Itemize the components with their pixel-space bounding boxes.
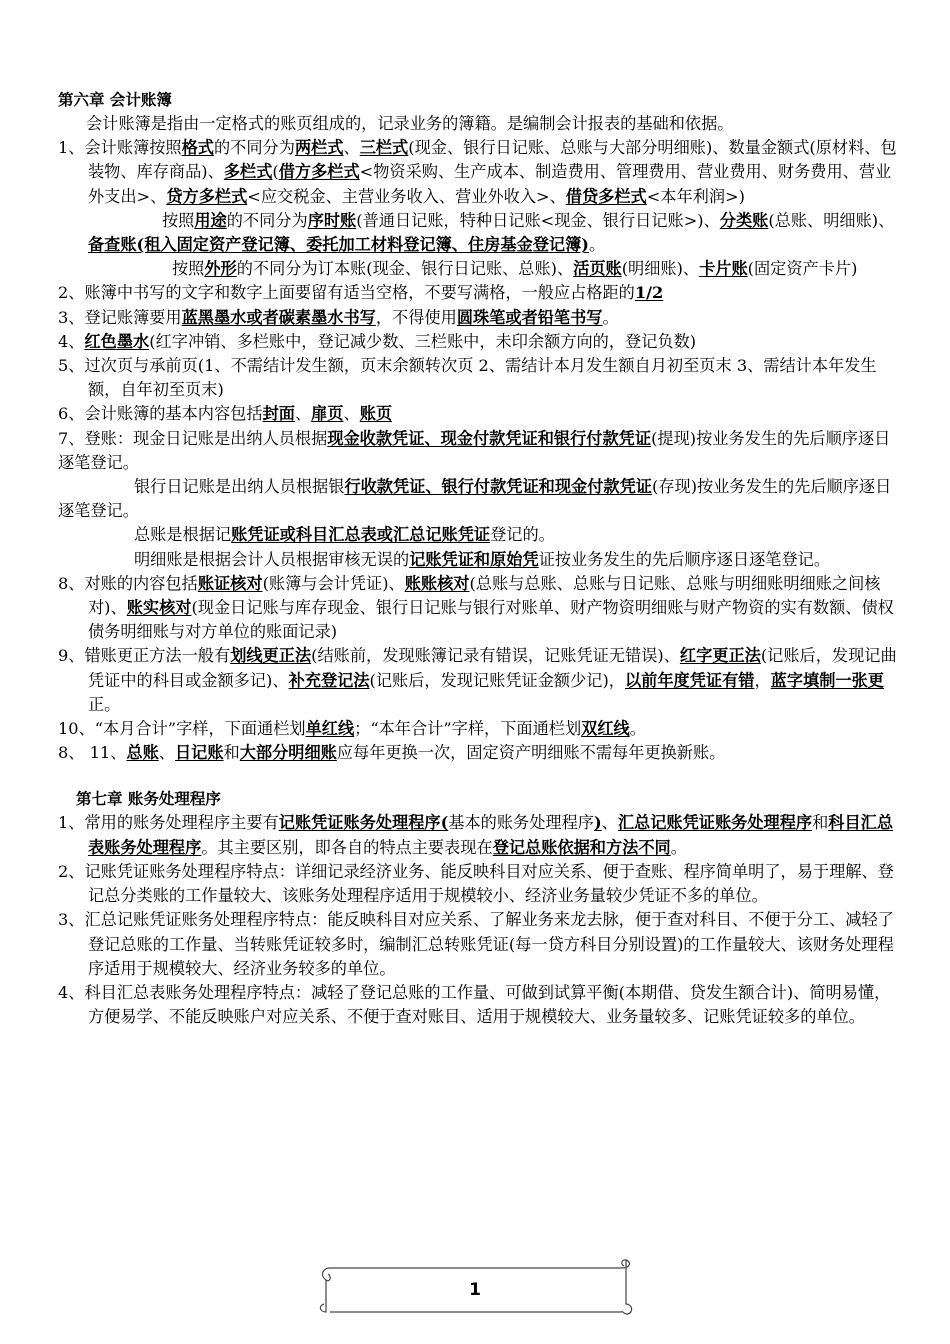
- ch7-item-4: 4、科目汇总表账务处理程序特点：减轻了登记总账的工作量、可做到试算平衡(本期借、贷发生额合计)、简明易懂，方便易学、不能反映账户对应关系、不便于查对账目、适用于规模较大、业务量较多、记账凭证较多的单位。: [58, 982, 891, 1027]
- item-1-format: 1、会计账簿按照格式的不同分为两栏式、三栏式(现金、银行日记账、总账与大部分明细账)、数量金额式(原材料、包装物、库存商品)、多栏式(借方多栏式<物资采购、生产成本、制造费用、管理费用、营业费用、财务费用、营业外支出>、贷方多栏式<应交税金、主营业务收入、营业外收入>、借贷多栏式<本年利润>): [58, 138, 897, 206]
- chapter-6-title: 第六章 会计账簿: [58, 91, 172, 109]
- ch7-item-1-procedures: 1、常用的账务处理程序主要有记账凭证账务处理程序(基本的账务处理程序)、汇总记账凭证账务处理程序和科目汇总表账务处理程序。其主要区别，即各自的特点主要表现在登记总账依据和方法不同。: [58, 813, 894, 857]
- item-1-shape: 按照外形的不同分为订本账(现金、银行日记账、总账)、活页账(明细账)、卡片账(固定资产卡片): [172, 259, 858, 279]
- chapter-7-title: 第七章 账务处理程序: [76, 790, 221, 809]
- item-2-writing: 2、账簿中书写的文字和数字上面要留有适当空格，不要写满格，一般应占格距的1/2: [58, 283, 664, 303]
- page-number: 1: [469, 1280, 481, 1300]
- item-5-carry-forward: 5、过次页与承前页(1、不需结计发生额，页末余额转次页 2、需结计本月发生额自月初至页末 3、需结计本年发生额，自年初至页末): [58, 356, 877, 400]
- item-9-error-correction: 9、错账更正方法一般有划线更正法(结账前，发现账簿记录有错误，记账凭证无错误)、红字更正法(记账后，发现记曲凭证中的科目或金额多记)、补充登记法(记账后，发现记账凭证金额少记)，以前年度凭证有错，蓝字填制一张更正。: [58, 646, 897, 714]
- item-7-bank-journal: 银行日记账是出纳人员根据银行收款凭证、银行付款凭证和现金付款凭证(存现)按业务发生的先后顺序逐日逐笔登记。: [58, 477, 892, 521]
- document-body: [58, 88, 900, 1029]
- ch7-item-3: 3、汇总记账凭证账务处理程序特点：能反映科目对应关系、了解业务来龙去脉，便于查对科目、不便于分工、减轻了登记总账的工作量、当转账凭证较多时，编制汇总转账凭证(每一贷方科目分别设置)的工作量较大、该财务处理程序适用于规模较大、经济业务较多的单位。: [58, 910, 894, 978]
- ch7-item-2: 2、记账凭证账务处理程序特点：详细记录经济业务、能反映科目对应关系、便于查账、程序简单明了，易于理解、登记总分类账的工作量较大、该账务处理程序适用于规模较小、经济业务量较少凭证不多的单位。: [58, 861, 894, 906]
- item-1-purpose: 按照用途的不同分为序时账(普通日记账，特种日记账<现金、银行日记账>)、分类账(总账、明细账)、备查账(租入固定资产登记簿、委托加工材料登记簿、住房基金登记簿)。: [88, 210, 895, 255]
- item-6-contents: 6、会计账簿的基本内容包括封面、扉页、账页: [58, 404, 393, 424]
- chapter-6-intro: 会计账簿是指由一定格式的账页组成的，记录业务的簿籍。是编制会计报表的基础和依据。: [86, 114, 734, 133]
- item-11-renewal: 8、 11、总账、日记账和大部分明细账应每年更换一次，固定资产明细账不需每年更换新账。: [58, 743, 726, 763]
- item-7-subsidiary-ledger: 明细账是根据会计人员根据审核无误的记账凭证和原始凭证按业务发生的先后顺序逐日逐笔登记。: [134, 549, 831, 569]
- item-4-red-ink: 4、红色墨水(红字冲销、多栏账中，登记减少数、三栏账中，未印余额方向的，登记负数): [58, 331, 697, 351]
- item-7-cash-journal: 7、登账：现金日记账是出纳人员根据现金收款凭证、现金付款凭证和银行付款凭证(提现)按业务发生的先后顺序逐日逐笔登记。: [58, 428, 891, 472]
- item-10-totals: 10、“本月合计”字样，下面通栏划单红线；“本年合计”字样，下面通栏划双红线。: [58, 719, 646, 739]
- item-8-reconciliation: 8、对账的内容包括账证核对(账簿与会计凭证)、账账核对(总账与总账、总账与日记账、总账与明细账明细账之间核对)、账实核对(现金日记账与库存现金、银行日记账与银行对账单、财产物资明细账与财产物资的实有数额、债权债务明细账与对方单位的账面记录): [58, 573, 894, 642]
- item-7-general-ledger: 总账是根据记账凭证或科目汇总表或汇总记账凭证登记的。: [134, 525, 555, 545]
- item-3-ink: 3、登记账簿要用蓝黑墨水或者碳素墨水书写，不得使用圆珠笔或者铅笔书写。: [58, 307, 619, 327]
- page-footer: [316, 1256, 634, 1318]
